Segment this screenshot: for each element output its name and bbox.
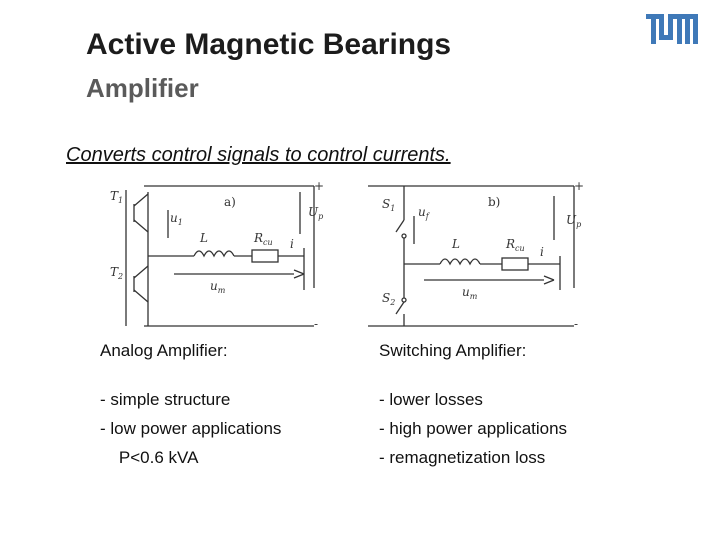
- t2-label: $T_2$: [110, 265, 124, 281]
- t1-label: $T_1$: [110, 189, 124, 205]
- inductor-label-a: L: [200, 231, 208, 245]
- analog-amplifier-column: [100, 336, 350, 472]
- plus-label-a: +: [314, 179, 325, 193]
- resistor-label-b: $R_{cu}$: [506, 237, 525, 253]
- amplifier-circuit-diagrams: [104, 178, 584, 330]
- u1-label: $u_1$: [170, 211, 183, 227]
- tum-logo: [646, 14, 698, 44]
- uf-label: $u_f$: [418, 205, 429, 221]
- switching-amplifier-column: [379, 336, 679, 472]
- analog-amplifier-circuit: [126, 186, 314, 326]
- circuit-a-label: a): [224, 195, 236, 209]
- intro-text: Converts control signals to control currents.: [66, 144, 451, 166]
- um-label-a: $u_m$: [210, 279, 226, 295]
- up-label-a: $U_p$: [308, 205, 324, 221]
- current-label-b: i: [540, 245, 544, 259]
- slide-title: Active Magnetic Bearings: [86, 28, 452, 61]
- s2-label: $S_2$: [382, 291, 396, 307]
- plus-label-b: +: [574, 179, 584, 193]
- um-label-b: $u_m$: [462, 285, 478, 301]
- analog-heading: Analog Amplifier:: [100, 341, 228, 360]
- switching-item: - remagnetization loss: [379, 448, 546, 467]
- up-label-b: $U_p$: [566, 213, 582, 229]
- analog-item: - low power applications: [100, 419, 282, 438]
- s1-label: $S_1$: [382, 197, 396, 213]
- analog-circuit-labels: [110, 179, 324, 330]
- slide-subtitle: Amplifier: [86, 73, 199, 103]
- switching-heading: Switching Amplifier:: [379, 341, 527, 360]
- analog-item: - simple structure: [100, 390, 231, 409]
- inductor-label-b: L: [452, 237, 460, 251]
- minus-label-b: -: [574, 317, 579, 330]
- resistor-label-a: $R_{cu}$: [254, 231, 273, 247]
- current-label-a: i: [290, 237, 294, 251]
- analog-item: P<0.6 kVA: [100, 448, 199, 467]
- minus-label-a: -: [314, 317, 319, 330]
- switching-item: - high power applications: [379, 419, 568, 438]
- switching-item: - lower losses: [379, 390, 483, 409]
- circuit-b-label: b): [488, 195, 501, 209]
